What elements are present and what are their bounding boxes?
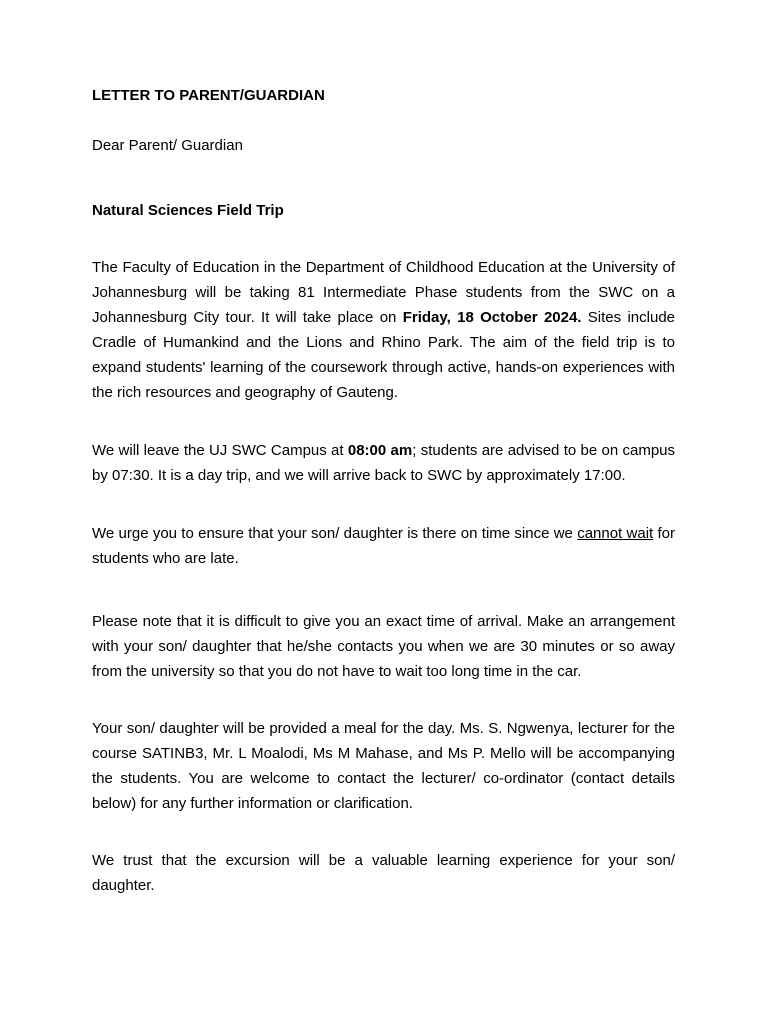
paragraph-departure-text-b: ; students are advised to be on campus by 07:30. It is a day trip, and we will arrive back to SWC by approximately 17:00. [92,442,675,484]
paragraph-trip-details [92,255,675,405]
paragraph-departure-text-a: We will leave the UJ SWC Campus at [92,442,348,459]
paragraph-arrival: Please note that it is difficult to give you an exact time of arrival. Make an arrangement with your son/ daughter that he/she contacts you when we are 30 minutes or so away from the university so that you do not have to wait too long time in the car. [92,613,675,680]
paragraph-trip-details-text-b: Sites include Cradle of Humankind and the Lions and Rhino Park. The aim of the field trip is to expand students' learning of the coursework through active, hands-on experiences with the rich resources and geography of Gauteng. [92,309,676,401]
trip-date: Friday, 18 October 2024. [402,309,582,326]
paragraph-punctuality-text-a: We urge you to ensure that your son/ daughter is there on time since we [92,525,578,542]
letter-subject: Natural Sciences Field Trip [92,202,284,219]
paragraph-departure [92,438,675,488]
paragraph-trip-details-text-a: The Faculty of Education in the Department of Childhood Education at the University of Johannesburg will be taking 81 Intermediate Phase students from the SWC on a Johannesburg City tour. It will take place on [92,259,675,326]
paragraph-punctuality [92,521,675,571]
departure-time: 08:00 am [347,442,413,459]
cannot-wait-emphasis: cannot wait [577,525,654,542]
salutation: Dear Parent/ Guardian [92,137,243,154]
letter-title: LETTER TO PARENT/GUARDIAN [92,87,325,104]
paragraph-meal-and-staff: Your son/ daughter will be provided a meal for the day. Ms. S. Ngwenya, lecturer for the course SATINB3, Mr. L Moalodi, Ms M Mahase, and Ms P. Mello will be accompanying the students. You are welcome to contact the lecturer/ co-ordinator (contact details below) for any further information or clarification. [92,720,675,812]
paragraph-punctuality-text-b: for students who are late. [92,525,675,567]
paragraph-closing: We trust that the excursion will be a valuable learning experience for your son/ daughter. [92,852,675,894]
